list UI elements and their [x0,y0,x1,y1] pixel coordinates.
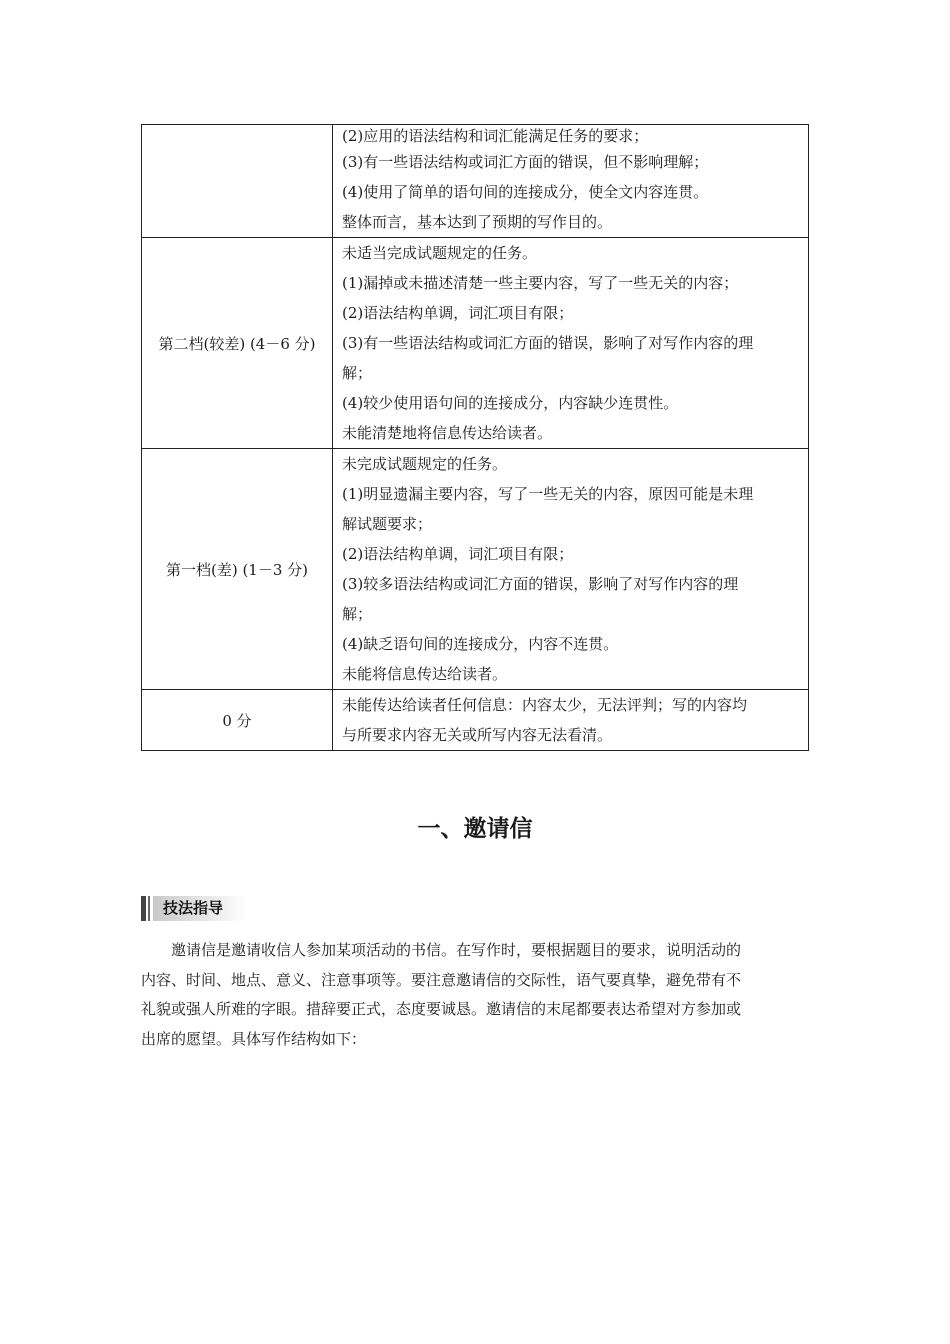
description-cell [333,238,809,449]
tag-bar-icon [141,896,146,921]
description-line: 未适当完成试题规定的任务。 [342,244,538,262]
rubric-row [142,125,809,238]
rubric-row [142,449,809,690]
description-line: 未能清楚地将信息传达给读者。 [342,424,553,442]
description-line: 与所要求内容无关或所写内容无法看清。 [342,726,613,744]
description-line: 解试题要求； [342,515,433,533]
description-line: (2)语法结构单调，词汇项目有限； [342,304,574,322]
paragraph-line: 内容、时间、地点、意义、注意事项等。要注意邀请信的交际性，语气要真挚，避免带有不 [141,970,742,989]
rubric-row [142,690,809,751]
paragraph-line: 出席的愿望。具体写作结构如下： [141,1029,367,1048]
description-line: (4)较少使用语句间的连接成分，内容缺少连贯性。 [342,394,679,412]
grade-cell: 第一档(差) (1－3 分) [142,449,333,690]
rubric-row [142,238,809,449]
description-line: (2)语法结构单调，词汇项目有限； [342,545,574,563]
description-line: (2)应用的语法结构和词汇能满足任务的要求； [342,127,649,145]
description-line: 解； [342,605,373,623]
technique-guide-tag [141,894,247,922]
rubric-body [142,125,809,751]
grade-cell: 0 分 [142,690,333,751]
description-line: (3)较多语法结构或词汇方面的错误，影响了对写作内容的理 [342,575,739,593]
description-line: (1)明显遗漏主要内容，写了一些无关的内容，原因可能是未理 [342,485,754,503]
grade-cell: 第二档(较差) (4－6 分) [142,238,333,449]
description-line: (3)有一些语法结构或词汇方面的错误，影响了对写作内容的理 [342,334,754,352]
description-line: 整体而言，基本达到了预期的写作目的。 [342,213,613,231]
section-title: 一、邀请信 [417,816,533,842]
description-cell [333,125,809,238]
paragraph-line: 邀请信是邀请收信人参加某项活动的书信。在写作时，要根据题目的要求，说明活动的 [171,941,742,959]
description-line: (4)缺乏语句间的连接成分，内容不连贯。 [342,635,619,653]
description-line: (4)使用了简单的语句间的连接成分，使全文内容连贯。 [342,183,709,201]
description-line: 未能将信息传达给读者。 [342,665,508,683]
tag-label: 技法指导 [163,899,224,917]
description-line: 解； [342,364,373,382]
grade-cell [142,125,333,238]
description-line: 未完成试题规定的任务。 [342,455,508,473]
intro-paragraph [141,936,809,1054]
scoring-rubric-table [141,124,809,751]
description-cell [333,690,809,751]
tag-bar-thin-icon [148,896,150,921]
description-line: 未能传达给读者任何信息：内容太少，无法评判；写的内容均 [342,696,748,714]
description-line: (3)有一些语法结构或词汇方面的错误，但不影响理解； [342,153,709,171]
description-cell [333,449,809,690]
description-line: (1)漏掉或未描述清楚一些主要内容，写了一些无关的内容； [342,274,739,292]
paragraph-line: 礼貌或强人所难的字眼。措辞要正式，态度要诚恳。邀请信的末尾都要表达希望对方参加或 [141,1000,742,1018]
